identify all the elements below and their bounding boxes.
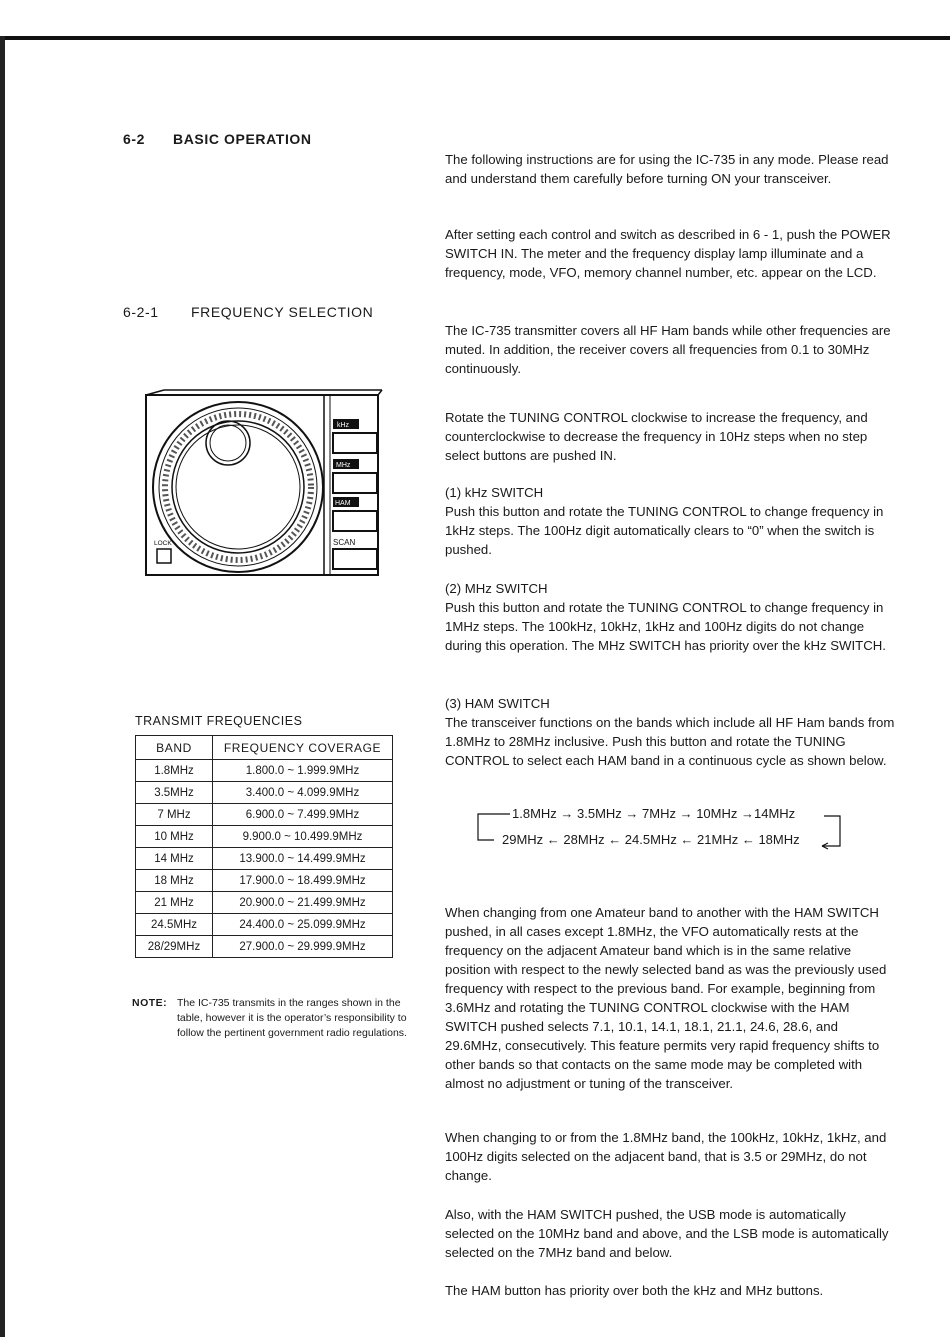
cycle-forward-row: 1.8MHz → 3.5MHz → 7MHz → 10MHz →14MHz: [512, 806, 796, 821]
table-row: [136, 848, 393, 870]
section-title: BASIC OPERATION: [173, 131, 312, 147]
panel-drawing: [144, 389, 384, 579]
priority-paragraph: The HAM button has priority over both the kHz and MHz buttons.: [445, 1283, 824, 1299]
coverage-cell: 20.900.0 ~ 21.499.9MHz: [213, 892, 393, 914]
band-change-paragraph: When changing from one Amateur band to another with the HAM SWITCH pushed, in all cases except 1.8MHz, the VFO automatically rests at the frequency on the adjacent Amateur band which is in the same relative position with respect to the newly selected band as was the previously used frequency with respect to the previous band. For example, beginning from 3.6MHz and rotating the TUNING CONTROL clockwise with the HAM SWITCH pushed selects 7.1, 10.1, 14.1, 18.1, 21.1, 24.6, 28.6, and 29.6MHz, consecutively. This feature permits very rapid frequency shifts to other bands so that contacts on the same mode may be completed with almost no adjustment or tuning of the transceiver.: [445, 905, 887, 1092]
band-cell: 7 MHz: [136, 804, 213, 826]
mhz-switch-title: (2) MHz SWITCH: [445, 581, 548, 597]
band-cell: 18 MHz: [136, 870, 213, 892]
table-row: [136, 782, 393, 804]
table-row: [136, 760, 393, 782]
note: [132, 996, 422, 1041]
subsection-number: 6-2-1: [123, 304, 159, 320]
ham-switch-title: (3) HAM SWITCH: [445, 696, 550, 712]
khz-switch-body: Push this button and rotate the TUNING CONTROL to change frequency in 1kHz steps. The 100Hz digit automatically clears to “0” when the switch is pushed.: [445, 504, 884, 558]
transmit-frequencies-table: [135, 735, 393, 958]
ham-band-cycle-diagram: [472, 804, 852, 854]
table-row: [136, 870, 393, 892]
table-row: [136, 914, 393, 936]
table-title: TRANSMIT FREQUENCIES: [135, 714, 303, 728]
intro-paragraph: The following instructions are for using the IC-735 in any mode. Please read and understand them carefully before turning ON your transceiver.: [445, 152, 889, 187]
coverage-cell: 24.400.0 ~ 25.099.9MHz: [213, 914, 393, 936]
band-header: BAND: [136, 736, 213, 760]
section-number: 6-2: [123, 131, 146, 147]
note-label: NOTE:: [132, 997, 168, 1009]
khz-switch-title: (1) kHz SWITCH: [445, 485, 544, 501]
lock-label: LOCK: [154, 540, 172, 547]
ham-switch-body: The transceiver functions on the bands which include all HF Ham bands from 1.8MHz to 28MHz inclusive. Push this button and rotate the TUNING CONTROL to select each HAM band in a continuous cycle as shown below.: [445, 715, 895, 769]
table-row: [136, 936, 393, 958]
cycle-return-row: 29MHz ← 28MHz ← 24.5MHz ← 21MHz ← 18MHz: [502, 832, 800, 847]
subsection-heading: [123, 304, 423, 320]
coverage-header: FREQUENCY COVERAGE: [213, 736, 393, 760]
coverage-cell: 17.900.0 ~ 18.499.9MHz: [213, 870, 393, 892]
coverage-cell: 9.900.0 ~ 10.499.9MHz: [213, 826, 393, 848]
rotate-paragraph: Rotate the TUNING CONTROL clockwise to increase the frequency, and counterclockwise to decrease the frequency in 10Hz steps when no step select buttons are pushed IN.: [445, 410, 868, 464]
subsection-title: FREQUENCY SELECTION: [191, 304, 374, 320]
note-text: The IC-735 transmits in the ranges shown in the table, however it is the operator’s responsibility to follow the pertinent government radio regulations.: [177, 997, 407, 1039]
page-border-left: [0, 36, 5, 1337]
mhz-label: MHz: [336, 462, 351, 469]
coverage-cell: 3.400.0 ~ 4.099.9MHz: [213, 782, 393, 804]
scan-label: SCAN: [333, 538, 356, 547]
transmitter-paragraph: The IC-735 transmitter covers all HF Ham bands while other frequencies are muted. In addition, the receiver covers all frequencies from 0.1 to 30MHz continuously.: [445, 323, 891, 377]
table-row: [136, 826, 393, 848]
front-panel-illustration: [144, 389, 384, 579]
coverage-cell: 13.900.0 ~ 14.499.9MHz: [213, 848, 393, 870]
band-cell: 24.5MHz: [136, 914, 213, 936]
band-cell: 3.5MHz: [136, 782, 213, 804]
band-cell: 21 MHz: [136, 892, 213, 914]
coverage-cell: 6.900.0 ~ 7.499.9MHz: [213, 804, 393, 826]
ham-label: HAM: [335, 500, 351, 507]
table-row: [136, 892, 393, 914]
one-eight-paragraph: When changing to or from the 1.8MHz band, the 100kHz, 10kHz, 1kHz, and 100Hz digits selected on the adjacent band, that is 3.5 or 29MHz, do not change.: [445, 1130, 887, 1184]
coverage-cell: 1.800.0 ~ 1.999.9MHz: [213, 760, 393, 782]
band-cell: 10 MHz: [136, 826, 213, 848]
coverage-cell: 27.900.0 ~ 29.999.9MHz: [213, 936, 393, 958]
band-cell: 1.8MHz: [136, 760, 213, 782]
page-border-top: [0, 36, 950, 40]
khz-label: kHz: [337, 422, 350, 429]
usb-lsb-paragraph: Also, with the HAM SWITCH pushed, the USB mode is automatically selected on the 10MHz band and above, and the LSB mode is automatically selected on the 7MHz band and below.: [445, 1207, 889, 1261]
after-setting-paragraph: After setting each control and switch as described in 6 - 1, push the POWER SWITCH IN. The meter and the frequency display lamp illuminate and a frequency, mode, VFO, memory channel number, etc. appear on the LCD.: [445, 227, 891, 281]
table-header-row: [136, 736, 393, 760]
band-cell: 28/29MHz: [136, 936, 213, 958]
section-heading: [123, 131, 423, 147]
table-row: [136, 804, 393, 826]
band-cell: 14 MHz: [136, 848, 213, 870]
mhz-switch-body: Push this button and rotate the TUNING CONTROL to change frequency in 1MHz steps. The 100kHz, 10kHz, 1kHz and 100Hz digits do not change during this operation. The MHz SWITCH has priority over the kHz SWITCH.: [445, 600, 886, 654]
